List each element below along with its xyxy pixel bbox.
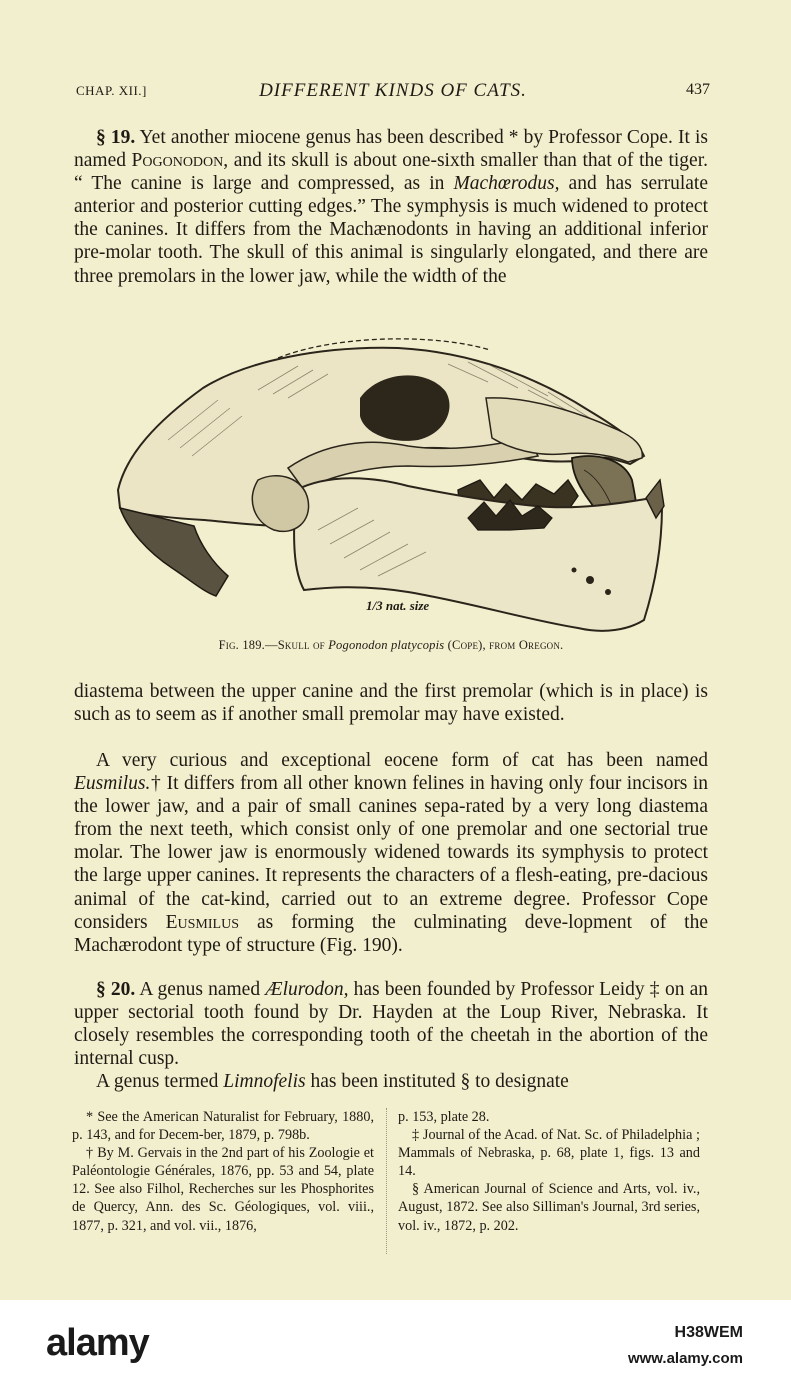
text-run: A genus termed [96,1071,224,1092]
caption-prefix: Fig. 189.—Skull of [218,638,329,652]
watermark-bar [0,1300,791,1390]
running-title: DIFFERENT KINDS OF CATS. [259,80,527,101]
text-run: has been instituted § to designate [305,1071,569,1092]
genus-name: Ælurodon, [265,979,349,1000]
text-run: and has serrulate anterior and posterior cutting edges.” The symphysis is much widened to protect the canines. It differs from the Machænodonts in having an additional inferior pre-molar tooth. The skull of this animal is singularly elongated, and there are three premolars in the lower jaw, while the width of the [74,173,709,287]
scale-label: 1/3 nat. size [366,598,430,613]
caption-genus: Pogonodon platycopis [328,638,445,652]
paragraph-section-20 [74,978,708,1070]
footnote: ‡ Journal of the Acad. of Nat. Sc. of Philadelphia ; Mammals of Nebraska, p. 68, plate 1, figs. 13 and 14. [398,1127,700,1180]
site-url: www.alamy.com [627,1350,743,1367]
paragraph-eusmilus [74,749,708,957]
text-run: as forming the culminating deve-lopment of the Machærodont type of structure (Fig. 190). [74,911,708,956]
text-run: † It differs from all other known felines in having only four incisors in the lower jaw, and a pair of small canines sepa-rated by a very long diastema from the next teeth, which consist only of one premolar and one sectorial true molar. The lower jaw is enormously widened towards its symphysis to protect the large upper canines. It represents the characters of a flesh-eating, pre-dacious animal of the cat-kind, carried out to an extreme degree. Professor Cope considers [74,773,708,933]
footnote: † By M. Gervais in the 2nd part of his Zoologie et Paléontologie Générales, 1876, pp. 53 and 54, plate 12. See also Filhol, Recherches sur les Phosphorites de Quercy, Ann. des Sc. Géologiques, vol. viii., 1877, p. 321, and vol. vii., 1876, [72,1145,374,1234]
image-id: H38WEM [674,1324,743,1341]
text-run: A very curious and exceptional eocene form of cat has been named [96,750,708,771]
text-run: has been founded by Professor Leidy ‡ on an upper sectorial tooth found by Dr. Hayden at the Loup River, Nebraska. It closely resembles the corresponding tooth of the cheetah in the abortion of the internal cusp. [74,979,709,1070]
genus-name: Eusmilus [165,911,239,933]
column-divider [386,1108,387,1254]
skull-illustration [108,330,668,642]
genus-name: Machœrodus, [453,173,560,195]
footnote-column-left [72,1108,374,1235]
paragraph-section-19 [74,126,708,288]
page-number: 437 [686,81,710,98]
footnote: § American Journal of Science and Arts, vol. iv., August, 1872. See also Silliman's Journal, 3rd series, vol. iv., 1872, p. 202. [398,1181,700,1234]
footnote: * See the American Naturalist for February, 1880, p. 143, and for Decem-ber, 1879, p. 798b. [72,1109,374,1144]
text-run: , and its skull is about one-sixth smaller than that of the tiger. “ The canine is large and compressed, as in [74,150,708,195]
figure-caption [74,638,708,653]
text-run: Yet another miocene genus has been described * by Professor Cope. It is named [74,127,708,172]
genus-name: Pogonodon [131,150,224,172]
running-header [76,80,710,104]
paragraph-limnofelis [74,1070,708,1093]
paragraph-diastema [74,680,708,726]
genus-name: Limnofelis [223,1071,306,1092]
paragraph-text: diastema between the upper canine and the first premolar (which is in place) is such as to seem as if another small premolar may have existed. [74,681,708,726]
caption-suffix: (Cope), from Oregon. [444,638,564,652]
chapter-label: CHAP. XII.] [76,83,147,98]
section-mark: § 19. [96,127,136,148]
genus-name: Eusmilus. [74,773,151,795]
alamy-logo: alamy [46,1322,149,1364]
footnote-column-right [398,1108,700,1235]
text-run: A genus named [135,979,266,1000]
footnote: p. 153, plate 28. [398,1109,490,1125]
section-mark: § 20. [96,979,136,1000]
